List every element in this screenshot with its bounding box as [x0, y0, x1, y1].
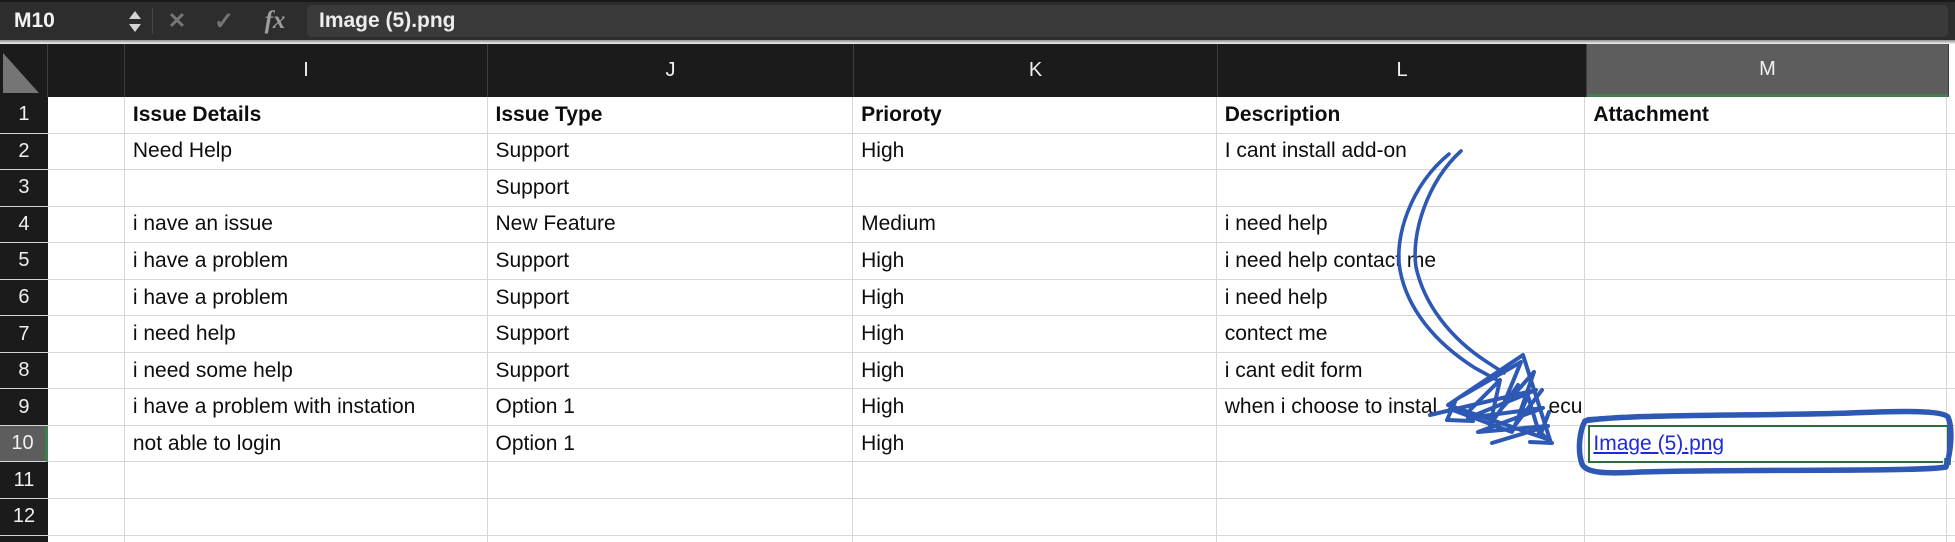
spreadsheet-grid	[0, 44, 1955, 542]
row-header-5[interactable]: 5	[0, 243, 48, 280]
cell-L12[interactable]	[1217, 499, 1586, 536]
cell-I7[interactable]: i need help	[125, 316, 488, 353]
cell-L6[interactable]: i need help	[1217, 280, 1586, 317]
cell-I4[interactable]: i nave an issue	[125, 207, 488, 244]
cell-J8[interactable]: Support	[488, 353, 854, 390]
column-header-J[interactable]: J	[488, 44, 854, 97]
cell-N8[interactable]	[1947, 353, 1955, 390]
table-row	[0, 389, 1955, 426]
cell-H3[interactable]	[48, 170, 125, 207]
row-header-10[interactable]: 10	[0, 426, 48, 463]
cell-H1[interactable]	[48, 97, 125, 134]
column-header-M[interactable]: M	[1587, 44, 1949, 97]
table-row	[0, 97, 1955, 134]
row-header-12[interactable]: 12	[0, 499, 48, 536]
cell-J5[interactable]: Support	[488, 243, 854, 280]
cell-N4[interactable]	[1947, 207, 1955, 244]
table-row	[0, 207, 1955, 244]
cell-K4[interactable]: Medium	[853, 207, 1217, 244]
cell-I12[interactable]	[125, 499, 488, 536]
spinner-down-icon[interactable]	[129, 24, 141, 32]
cell-K9[interactable]: High	[853, 389, 1217, 426]
table-row	[0, 280, 1955, 317]
cell-K10[interactable]: High	[853, 426, 1217, 463]
cell-M13	[1585, 536, 1947, 542]
cell-N6[interactable]	[1947, 280, 1955, 317]
cell-text-fragment: ecu	[1548, 395, 1583, 419]
cell-M4[interactable]	[1585, 207, 1947, 244]
cell-J6[interactable]: Support	[488, 280, 854, 317]
cell-N2[interactable]	[1947, 134, 1955, 171]
formula-input[interactable]: Image (5).png	[307, 5, 1948, 37]
cell-L11[interactable]	[1217, 462, 1586, 499]
cell-L7[interactable]: contect me	[1217, 316, 1586, 353]
cell-L4[interactable]: i need help	[1217, 207, 1586, 244]
column-header-K[interactable]: K	[854, 44, 1218, 97]
cell-K7[interactable]: High	[853, 316, 1217, 353]
cell-I5[interactable]: i have a problem	[125, 243, 488, 280]
confirm-icon[interactable]: ✓	[213, 7, 235, 35]
cell-L3[interactable]	[1217, 170, 1586, 207]
row-header-2[interactable]: 2	[0, 134, 48, 171]
cell-L13	[1217, 536, 1586, 542]
cell-K13	[853, 536, 1217, 542]
cell-J7[interactable]: Support	[488, 316, 854, 353]
cell-N11[interactable]	[1947, 462, 1955, 499]
insert-function-icon[interactable]: fx	[264, 7, 286, 34]
cell-H12[interactable]	[48, 499, 125, 536]
row-header-1[interactable]: 1	[0, 97, 48, 134]
cell-M6[interactable]	[1585, 280, 1947, 317]
row-header-11[interactable]: 11	[0, 462, 48, 499]
cell-M12[interactable]	[1585, 499, 1947, 536]
cell-H9[interactable]	[48, 389, 125, 426]
column-header-edge	[1949, 44, 1955, 97]
cell-N12[interactable]	[1947, 499, 1955, 536]
table-row	[0, 170, 1955, 207]
cell-M10[interactable]	[1585, 426, 1947, 463]
table-row	[0, 353, 1955, 390]
cell-K6[interactable]: High	[853, 280, 1217, 317]
cell-J9[interactable]: Option 1	[488, 389, 854, 426]
select-all-button[interactable]	[0, 44, 48, 97]
cell-J1[interactable]: Issue Type	[488, 97, 854, 134]
cell-J2[interactable]: Support	[488, 134, 854, 171]
cell-K11[interactable]	[853, 462, 1217, 499]
row-header-7[interactable]: 7	[0, 316, 48, 353]
table-row	[0, 316, 1955, 353]
table-row	[0, 499, 1955, 536]
cell-K12[interactable]	[853, 499, 1217, 536]
cell-H13	[48, 536, 125, 542]
column-header-L[interactable]: L	[1218, 44, 1587, 97]
cell-K5[interactable]: High	[853, 243, 1217, 280]
cell-M7[interactable]	[1585, 316, 1947, 353]
cell-H6[interactable]	[48, 280, 125, 317]
cell-I10[interactable]: not able to login	[125, 426, 488, 463]
cell-H8[interactable]	[48, 353, 125, 390]
cell-I3[interactable]	[125, 170, 488, 207]
row-header-6[interactable]: 6	[0, 280, 48, 317]
cell-H2[interactable]	[48, 134, 125, 171]
cell-J10[interactable]: Option 1	[488, 426, 854, 463]
cell-J4[interactable]: New Feature	[488, 207, 854, 244]
cell-H7[interactable]	[48, 316, 125, 353]
cell-text-fragment: when i choose to instal	[1224, 395, 1438, 419]
cell-I6[interactable]: i have a problem	[125, 280, 488, 317]
cell-I13	[125, 536, 488, 542]
cell-N13	[1947, 536, 1955, 542]
row-header-3[interactable]: 3	[0, 170, 48, 207]
cell-I2[interactable]: Need Help	[125, 134, 488, 171]
cell-H11[interactable]	[48, 462, 125, 499]
cell-N3[interactable]	[1947, 170, 1955, 207]
cell-K1[interactable]: Prioroty	[853, 97, 1217, 134]
cell-N7[interactable]	[1947, 316, 1955, 353]
cell-L5[interactable]: i need help contact me	[1217, 243, 1586, 280]
cell-H4[interactable]	[48, 207, 125, 244]
table-row	[0, 134, 1955, 171]
table-row	[0, 426, 1955, 463]
cancel-icon[interactable]: ✕	[167, 8, 187, 33]
cell-N5[interactable]	[1947, 243, 1955, 280]
row-header-9[interactable]: 9	[0, 389, 48, 426]
cell-H10[interactable]	[48, 426, 125, 463]
spinner-up-icon[interactable]	[129, 11, 141, 19]
cell-L8[interactable]: i cant edit form	[1217, 353, 1586, 390]
cell-L1[interactable]: Description	[1217, 97, 1586, 134]
cell-J3[interactable]: Support	[488, 170, 854, 207]
name-box[interactable]: M10	[14, 9, 55, 32]
cell-M8[interactable]	[1585, 353, 1947, 390]
table-row	[0, 243, 1955, 280]
column-header-partial[interactable]	[48, 44, 125, 97]
cell-M1[interactable]: Attachment	[1585, 97, 1947, 134]
column-header-I[interactable]: I	[125, 44, 488, 97]
column-headers	[0, 44, 1955, 97]
cell-I11[interactable]	[125, 462, 488, 499]
row-header-4[interactable]: 4	[0, 207, 48, 244]
cell-I1[interactable]: Issue Details	[125, 97, 488, 134]
cell-M5[interactable]	[1585, 243, 1947, 280]
cell-K3[interactable]	[853, 170, 1217, 207]
cell-K8[interactable]: High	[853, 353, 1217, 390]
cell-M2[interactable]	[1585, 134, 1947, 171]
name-box-spinner[interactable]	[126, 11, 144, 32]
cell-M11[interactable]	[1585, 462, 1947, 499]
select-all-icon	[3, 53, 39, 93]
cell-J13	[488, 536, 854, 542]
cell-K2[interactable]: High	[853, 134, 1217, 171]
cell-H5[interactable]	[48, 243, 125, 280]
row-header-8[interactable]: 8	[0, 353, 48, 390]
cell-N9[interactable]	[1947, 389, 1955, 426]
cell-J12[interactable]	[488, 499, 854, 536]
cell-N1[interactable]	[1947, 97, 1955, 134]
cell-I9[interactable]: i have a problem with instation	[125, 389, 488, 426]
table-row	[0, 462, 1955, 499]
cell-I8[interactable]: i need some help	[125, 353, 488, 390]
cell-M3[interactable]	[1585, 170, 1947, 207]
table-row-partial	[0, 536, 1955, 542]
cell-L10[interactable]	[1217, 426, 1586, 463]
cell-M9[interactable]	[1585, 389, 1947, 426]
fill-handle[interactable]	[1943, 457, 1952, 466]
grid-rows	[0, 97, 1955, 542]
formula-bar	[0, 0, 1955, 40]
row-header-13	[0, 536, 48, 542]
cell-L9[interactable]	[1217, 389, 1586, 426]
cell-L2[interactable]: I cant install add-on	[1217, 134, 1586, 171]
attachment-link[interactable]: Image (5).png	[1593, 431, 1725, 455]
cell-J11[interactable]	[488, 462, 854, 499]
